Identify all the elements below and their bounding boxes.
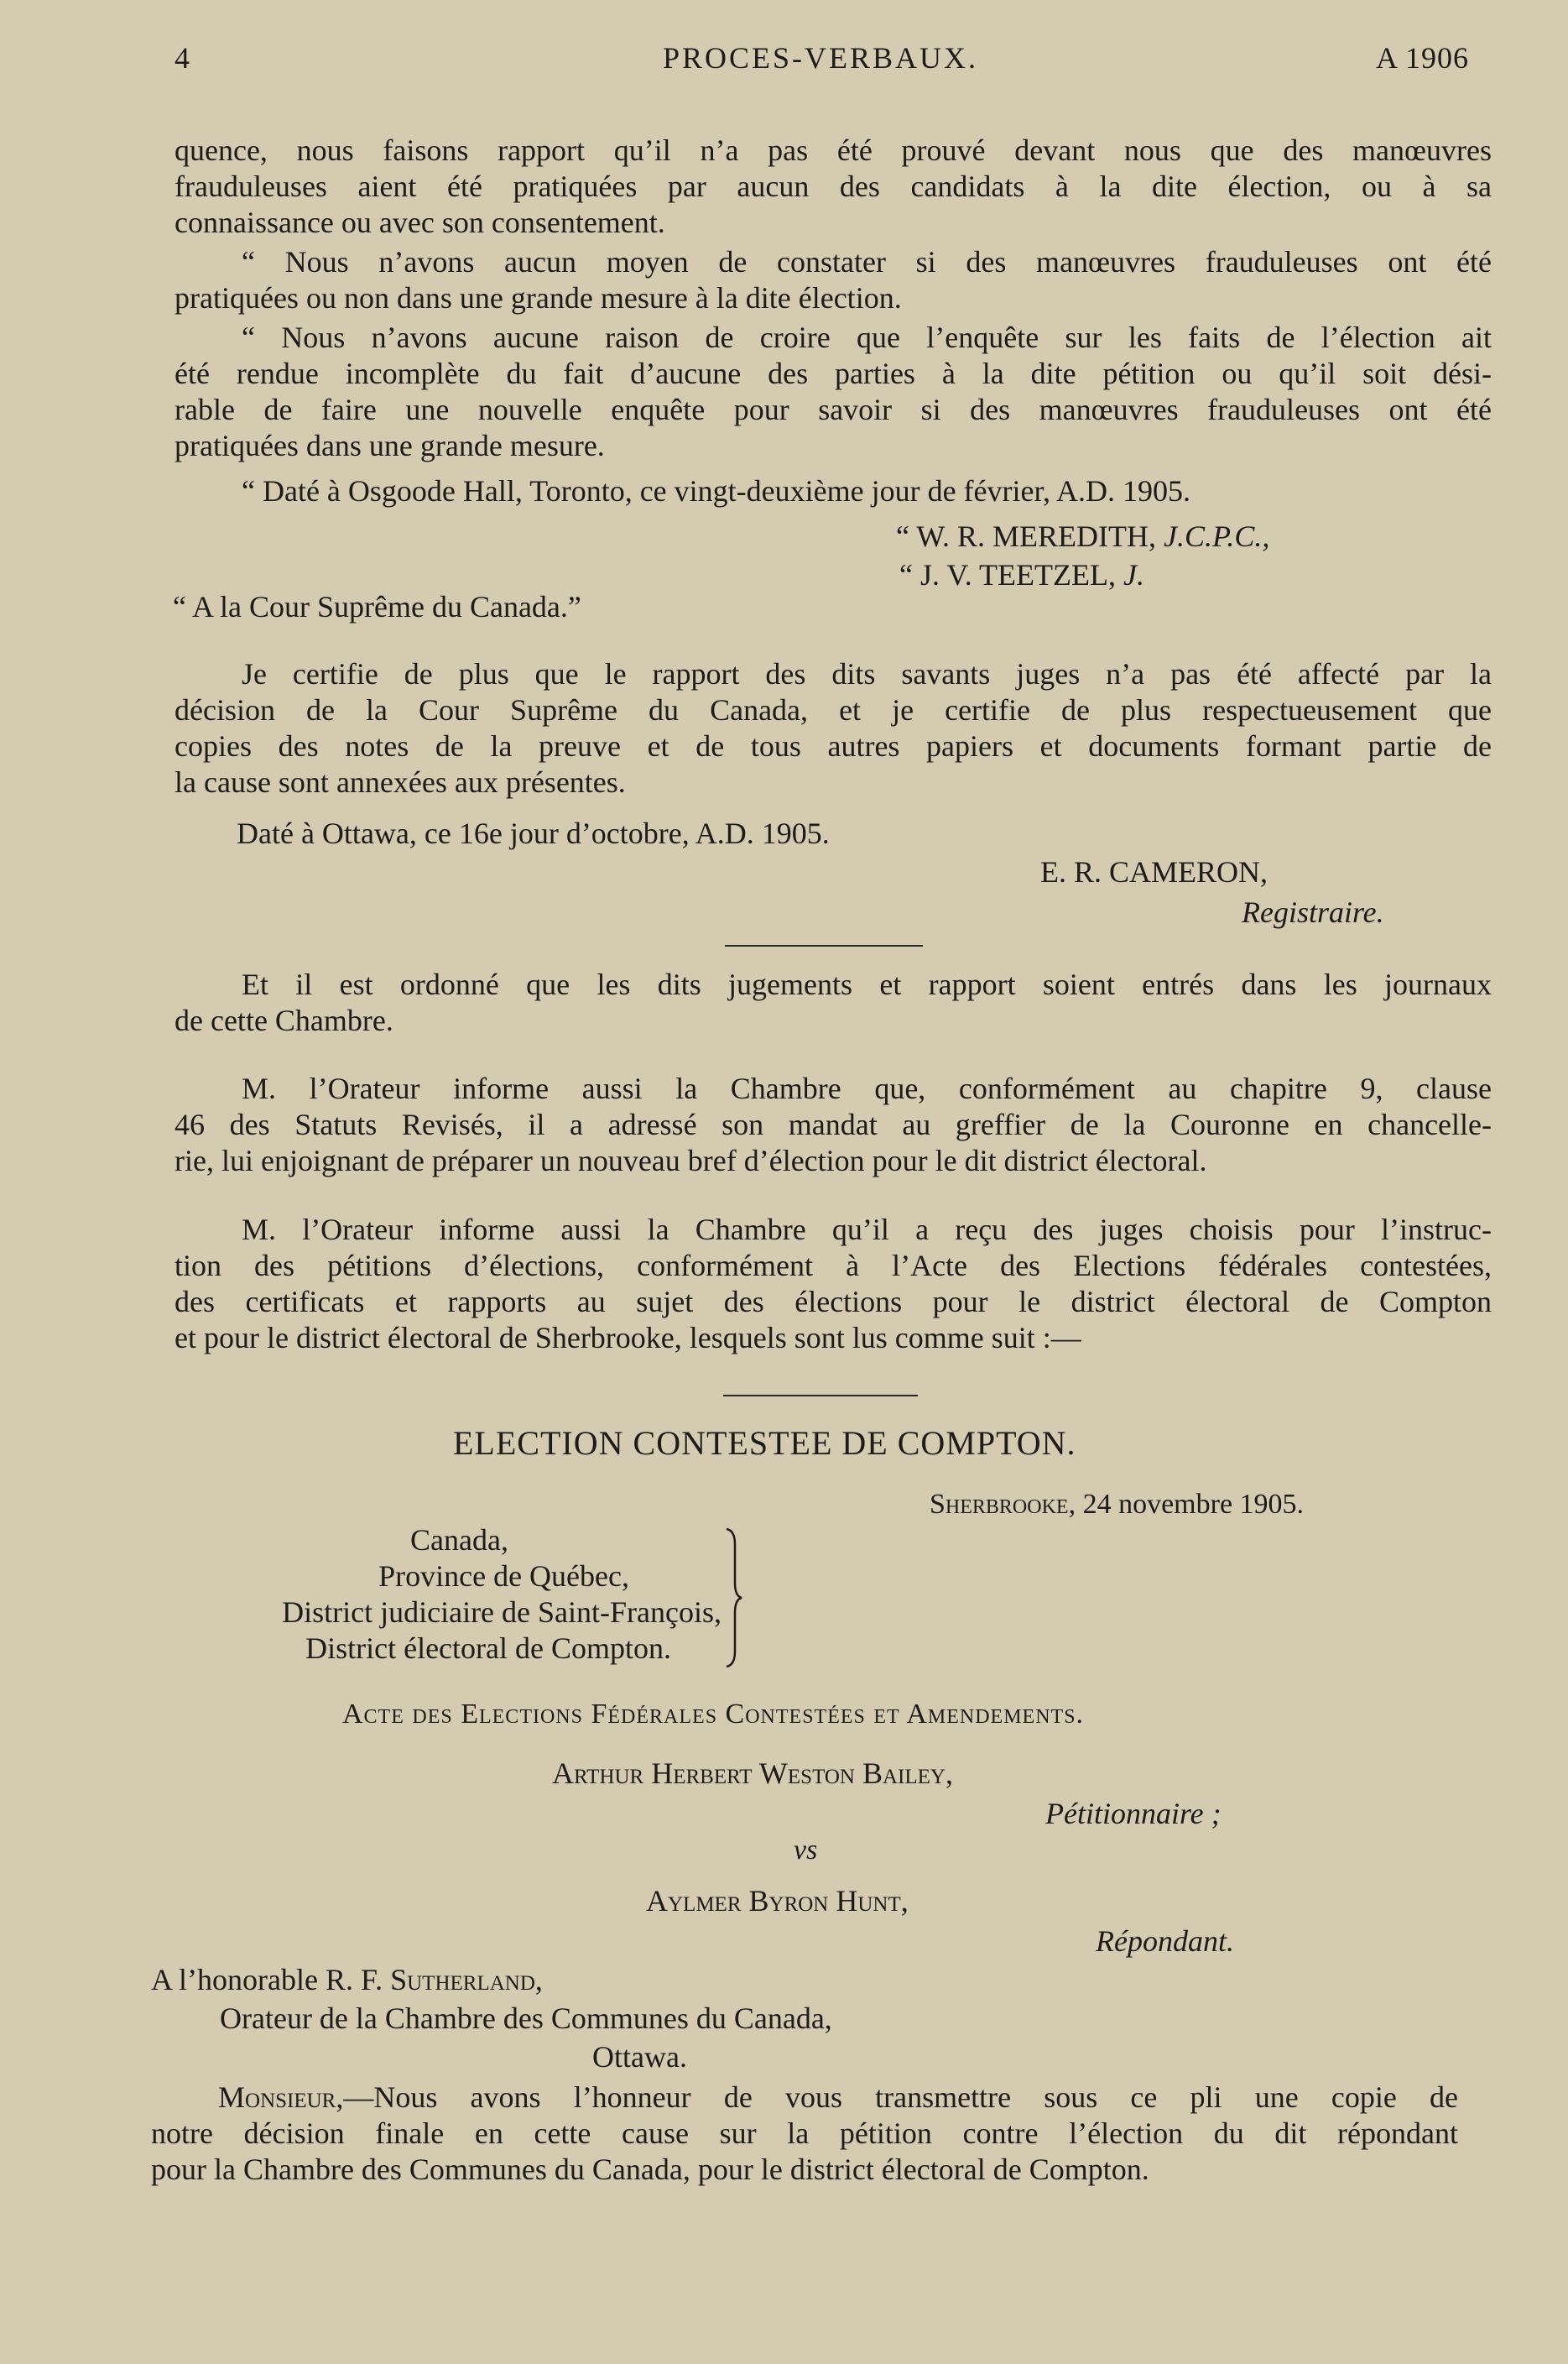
text-line: décision de la Cour Suprême du Canada, et je certifie de plus respectueusement que bbox=[175, 693, 1492, 727]
text-line: pour la Chambre des Communes du Canada, pour le district électoral de Compton. bbox=[151, 2153, 1149, 2186]
session-year: A 1906 bbox=[1376, 41, 1470, 75]
text-line: connaissance ou avec son consentement. bbox=[175, 206, 665, 239]
text-line: frauduleuses aient été pratiquées par aucun des candidats à la dite élection, ou à sa bbox=[175, 170, 1492, 203]
respondent-role: Répondant. bbox=[1096, 1924, 1234, 1958]
versus: vs bbox=[794, 1834, 818, 1866]
paragraph-4 bbox=[175, 656, 1492, 801]
place-date bbox=[930, 1489, 1304, 1521]
text-line: pratiquées dans une grande mesure. bbox=[175, 429, 605, 462]
brace-icon bbox=[723, 1527, 743, 1668]
jurisdiction-line: Province de Québec, bbox=[378, 1559, 629, 1593]
paragraph-1 bbox=[175, 133, 1492, 241]
text-line: de cette Chambre. bbox=[175, 1004, 393, 1037]
text-line: des certificats et rapports au sujet des élections pour le district électoral de Compton bbox=[175, 1285, 1492, 1318]
signature-title: J.C.P.C., bbox=[1164, 519, 1270, 553]
final-paragraph bbox=[151, 2080, 1458, 2188]
dated-ottawa: Daté à Ottawa, ce 16e jour d’octobre, A.D. 1905. bbox=[237, 817, 830, 850]
addressee-line-1 bbox=[151, 1962, 543, 1997]
text-line: été rendue incomplète du fait d’aucune des parties à la dite pétition ou qu’il soit dési- bbox=[175, 357, 1492, 390]
paragraph-6 bbox=[175, 1071, 1492, 1179]
text-line: Et il est ordonné que les dits jugements et rapport soient entrés dans les journaux bbox=[242, 968, 1492, 1001]
paragraph-3 bbox=[175, 320, 1492, 464]
text-line: rable de faire une nouvelle enquête pour savoir si des manœuvres frauduleuses ont été bbox=[175, 393, 1492, 426]
text-line: “ Nous n’avons aucune raison de croire que l’enquête sur les faits de l’élection ait bbox=[242, 321, 1492, 354]
text-line: copies des notes de la preuve et de tous autres papiers et documents formant partie de bbox=[175, 729, 1492, 763]
jurisdiction-line: District judiciaire de Saint-François, bbox=[282, 1595, 721, 1629]
addressee-prefix: A l’honorable R. F. bbox=[151, 1963, 383, 1996]
signature-title: J. bbox=[1123, 558, 1144, 592]
salutation: Monsieur, bbox=[218, 2080, 344, 2114]
text-line: notre décision finale en cette cause sur la pétition contre l’élection du dit répondant bbox=[151, 2116, 1458, 2150]
text-line: “ Nous n’avons aucun moyen de constater si des manœuvres frauduleuses ont été bbox=[242, 245, 1492, 279]
signature-teetzel bbox=[899, 557, 1144, 592]
text-line bbox=[151, 2080, 1458, 2116]
signature-meredith bbox=[896, 519, 1269, 554]
text-line: tion des pétitions d’élections, conformément à l’Acte des Elections fédérales contestées, bbox=[175, 1249, 1492, 1282]
section-title: ELECTION CONTESTEE DE COMPTON. bbox=[453, 1424, 1076, 1462]
running-title: PROCES-VERBAUX. bbox=[663, 41, 979, 75]
paragraph-2 bbox=[175, 244, 1492, 316]
addressee-name: Sutherland, bbox=[390, 1963, 543, 1996]
text-line: quence, nous faisons rapport qu’il n’a pas été prouvé devant nous que des manœuvres bbox=[175, 133, 1492, 167]
jurisdiction-line: District électoral de Compton. bbox=[305, 1631, 671, 1665]
text-line: pratiquées ou non dans une grande mesure à la dite élection. bbox=[175, 281, 902, 315]
text-line: Je certifie de plus que le rapport des dits savants juges n’a pas été affecté par la bbox=[242, 657, 1492, 691]
act-title: Acte des Elections Fédérales Contestées et Amendements. bbox=[342, 1699, 1085, 1730]
text-line-rest: —Nous avons l’honneur de vous transmettre sous ce pli une copie de bbox=[343, 2080, 1458, 2114]
registrar-name: E. R. CAMERON, bbox=[1040, 855, 1268, 889]
jurisdiction-block bbox=[151, 1522, 721, 1667]
paragraph-7 bbox=[175, 1212, 1492, 1356]
petitioner-role: Pétitionnaire ; bbox=[1045, 1797, 1222, 1830]
signature-name: “ W. R. MEREDITH, bbox=[896, 519, 1156, 553]
text-line: 46 des Statuts Revisés, il a adressé son mandat au greffier de la Couronne en chancelle- bbox=[175, 1108, 1492, 1141]
separator-rule bbox=[725, 945, 923, 947]
text-line: rie, lui enjoignant de préparer un nouveau bref d’élection pour le dit district électoral. bbox=[175, 1144, 1207, 1177]
text-line: M. l’Orateur informe aussi la Chambre qu’il a reçu des juges choisis pour l’instruc- bbox=[242, 1213, 1492, 1246]
separator-rule bbox=[723, 1395, 918, 1396]
addressee-court: “ A la Cour Suprême du Canada.” bbox=[173, 590, 581, 624]
page-number: 4 bbox=[175, 41, 190, 75]
paragraph-5 bbox=[175, 967, 1492, 1039]
place: Sherbrooke, bbox=[930, 1489, 1076, 1520]
text-line: et pour le district électoral de Sherbrooke, lesquels sont lus comme suit :— bbox=[175, 1321, 1081, 1354]
addressee-line-3: Ottawa. bbox=[592, 2040, 687, 2074]
jurisdiction-line: Canada, bbox=[410, 1523, 508, 1557]
text-line: la cause sont annexées aux présentes. bbox=[175, 765, 626, 799]
signature-name: “ J. V. TEETZEL, bbox=[899, 558, 1116, 592]
registrar-title: Registraire. bbox=[1242, 895, 1384, 929]
addressee-line-2: Orateur de la Chambre des Communes du Canada, bbox=[220, 2001, 832, 2035]
dated-osgoode-hall: “ Daté à Osgoode Hall, Toronto, ce vingt-deuxième jour de février, A.D. 1905. bbox=[242, 474, 1191, 508]
text-line: M. l’Orateur informe aussi la Chambre que, conformément au chapitre 9, clause bbox=[242, 1072, 1492, 1105]
petitioner-name: Arthur Herbert Weston Bailey, bbox=[552, 1756, 953, 1790]
respondent-name: Aylmer Byron Hunt, bbox=[646, 1884, 909, 1918]
date: 24 novembre 1905. bbox=[1082, 1489, 1305, 1520]
